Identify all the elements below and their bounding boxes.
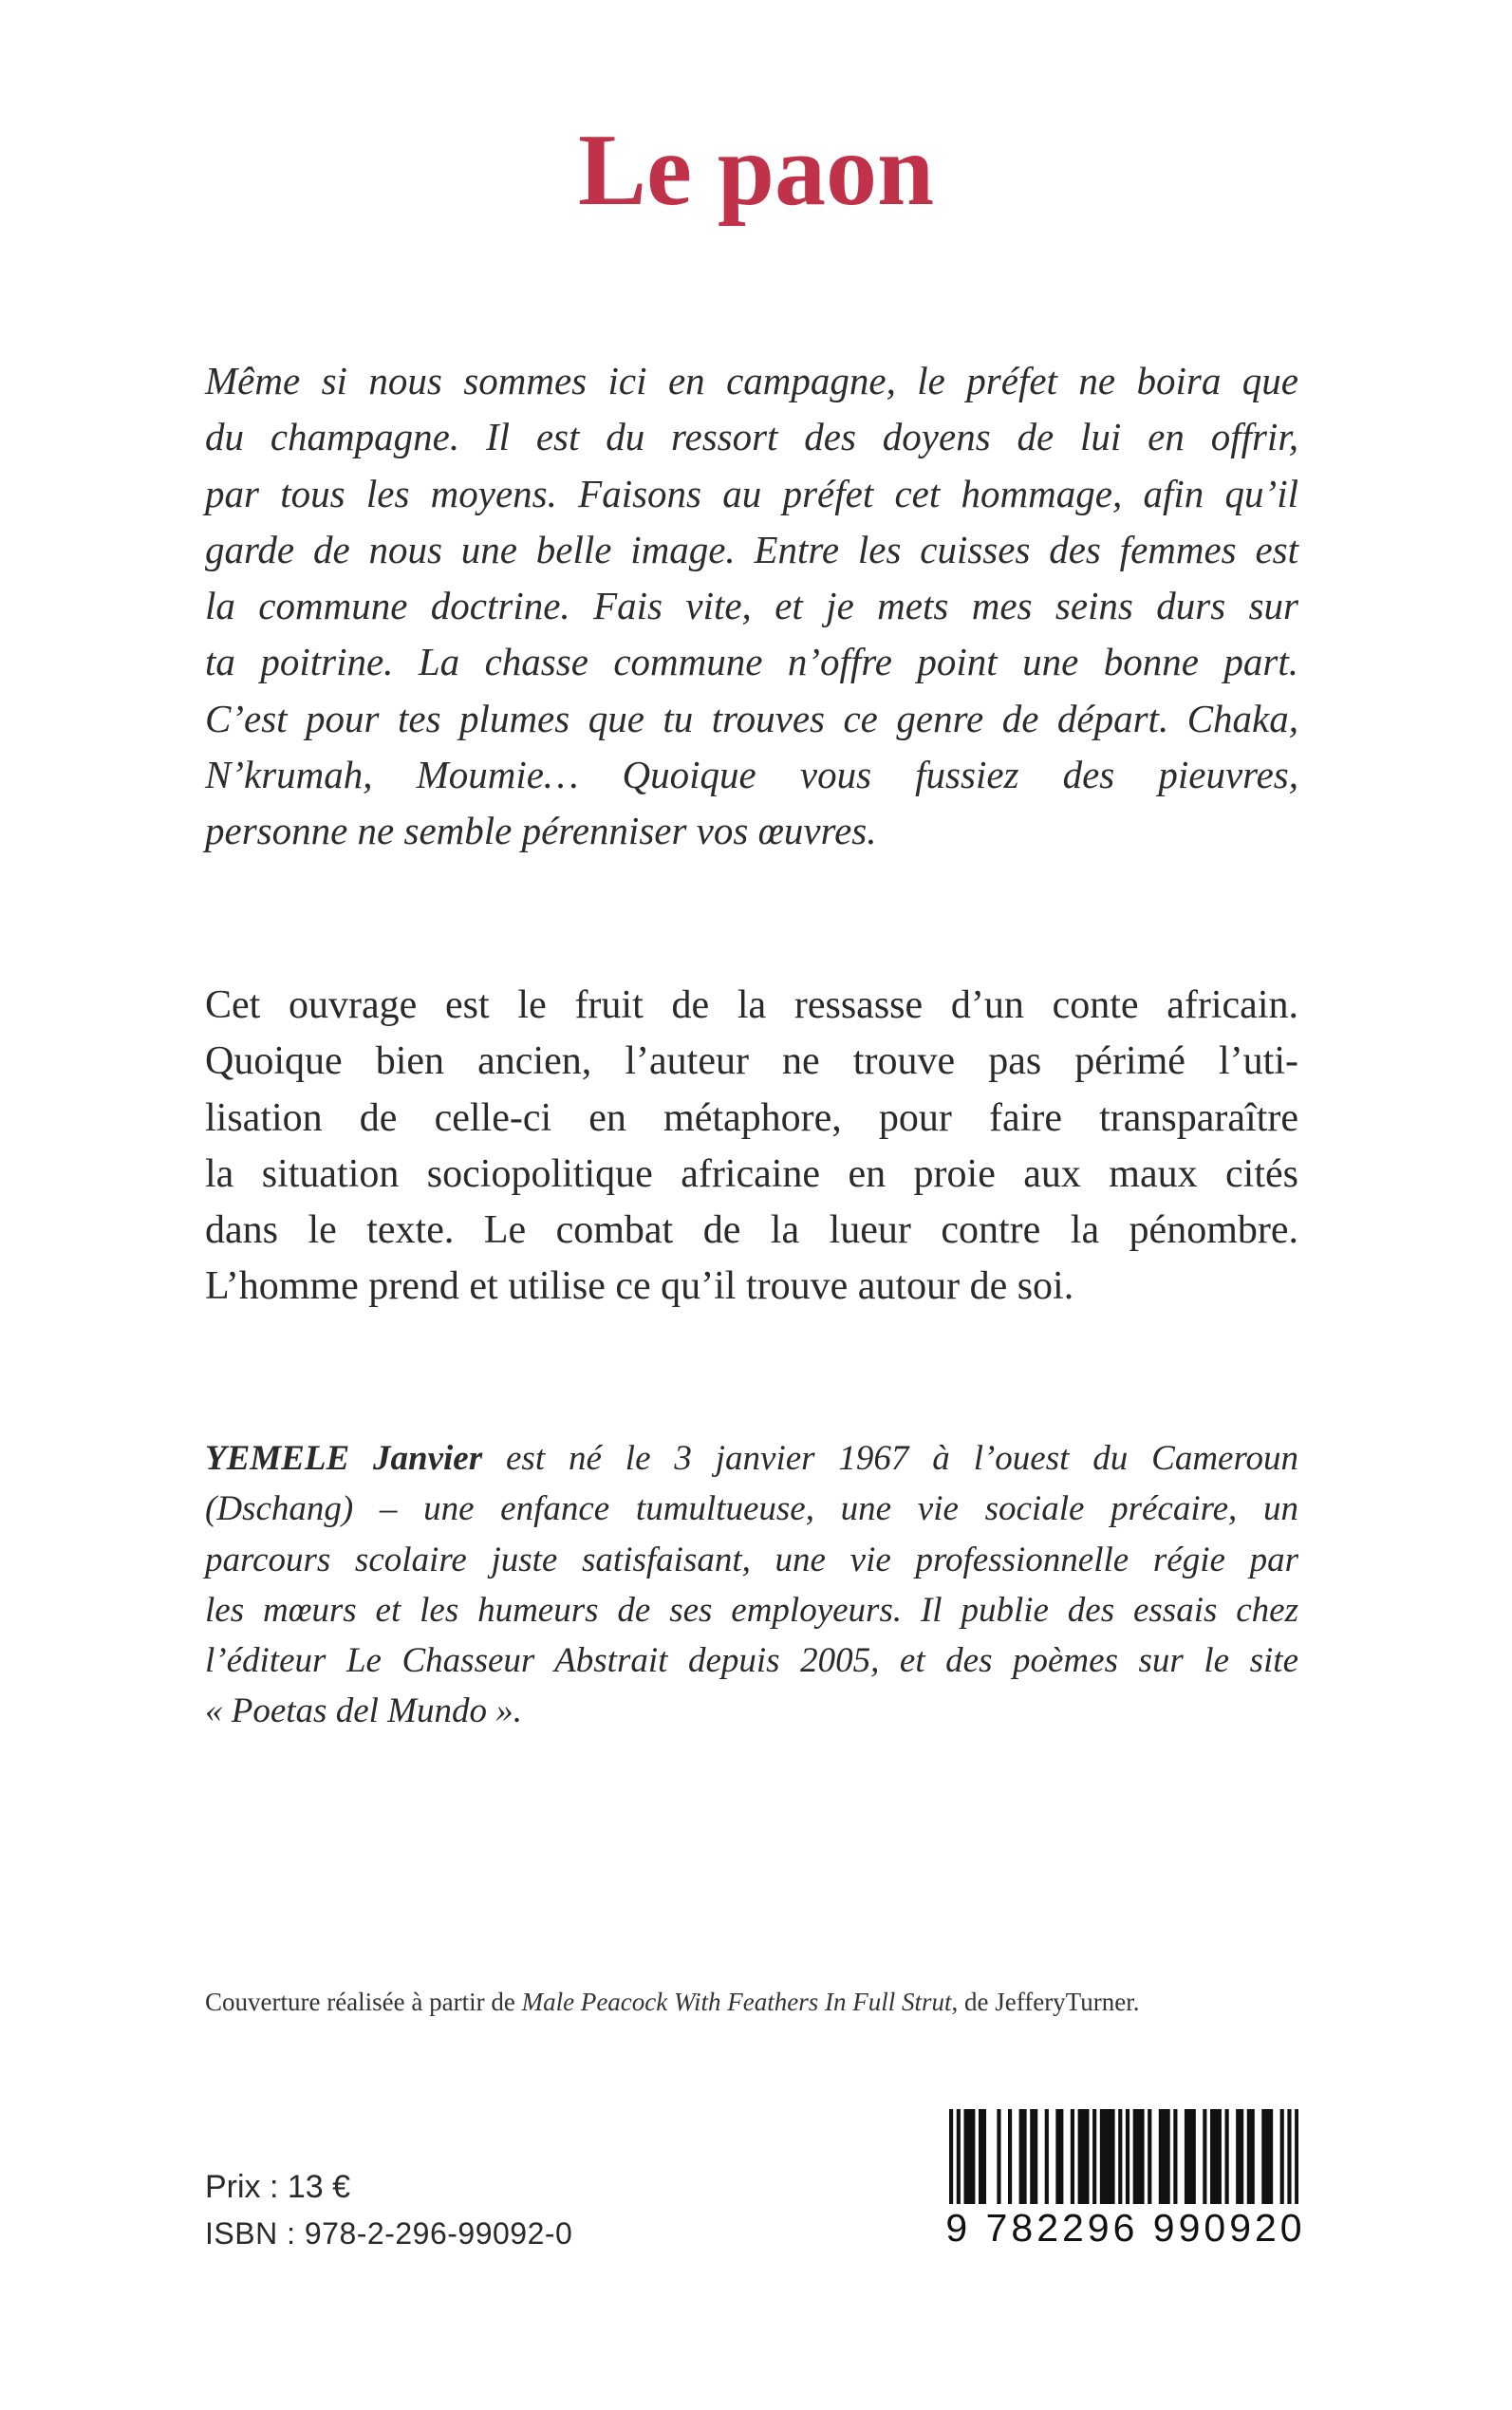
barcode-bar bbox=[1214, 2109, 1218, 2204]
barcode-bar bbox=[1148, 2109, 1151, 2204]
credit-work-title: Male Peacock With Feathers In Full Strut bbox=[521, 1988, 952, 2016]
barcode-bar bbox=[1192, 2109, 1196, 2204]
barcode-bar bbox=[1265, 2109, 1269, 2204]
bio-line: parcours scolaire juste satisfaisant, une vie professionnelle régie par bbox=[205, 1540, 1298, 1579]
barcode-bar bbox=[1118, 2109, 1122, 2204]
barcode-bar bbox=[1111, 2109, 1114, 2204]
barcode-bar bbox=[1019, 2109, 1023, 2204]
excerpt-line: garde de nous une belle image. Entre les cuisses des femmes est bbox=[205, 527, 1298, 571]
author-name: YEMELE Janvier bbox=[205, 1439, 483, 1478]
barcode-bar bbox=[1247, 2109, 1251, 2204]
summary-line: L’homme prend et utilise ce qu’il trouve autour de soi. bbox=[205, 1264, 1074, 1309]
barcode-bar bbox=[1280, 2109, 1284, 2204]
excerpt-line: par tous les moyens. Faisons au préfet cet hommage, afin qu’il bbox=[205, 471, 1298, 515]
barcode-bar bbox=[1159, 2109, 1163, 2204]
barcode-bar bbox=[1269, 2109, 1273, 2204]
summary-block bbox=[205, 978, 1298, 1316]
summary-line: lisation de celle-ci en métaphore, pour faire transparaître bbox=[205, 1095, 1298, 1140]
excerpt-block bbox=[205, 353, 1298, 860]
bio-line: l’éditeur Le Chasseur Abstrait depuis 2005, et des poèmes sur le site bbox=[205, 1641, 1298, 1681]
barcode-bar bbox=[1188, 2109, 1192, 2204]
barcode-bar bbox=[1055, 2109, 1059, 2204]
excerpt-line: du champagne. Il est du ressort des doyens de lui en offrir, bbox=[205, 415, 1298, 459]
barcode-bar bbox=[1236, 2109, 1240, 2204]
barcode-bar bbox=[1045, 2109, 1049, 2204]
barcode-bar bbox=[1295, 2109, 1298, 2204]
credit-suffix: , de JefferyTurner. bbox=[951, 1988, 1140, 2016]
barcode-bar bbox=[1081, 2109, 1085, 2204]
barcode-bar bbox=[1085, 2109, 1089, 2204]
barcode-bar bbox=[971, 2109, 975, 2204]
excerpt-line: personne ne semble pérenniser vos œuvres. bbox=[205, 809, 877, 853]
summary-line: dans le texte. Le combat de la lueur contre la pénombre. bbox=[205, 1208, 1298, 1253]
bio-line: les mœurs et les humeurs de ses employeurs. Il publie des essais chez bbox=[205, 1590, 1298, 1630]
barcode-bar bbox=[982, 2109, 986, 2204]
barcode-image bbox=[949, 2109, 1298, 2280]
barcode-bar bbox=[1030, 2109, 1034, 2204]
author-bio bbox=[205, 1433, 1298, 1737]
barcode-bar bbox=[1185, 2109, 1188, 2204]
barcode-bar bbox=[1225, 2109, 1229, 2204]
barcode-bar bbox=[1287, 2109, 1291, 2204]
barcode-bar bbox=[967, 2109, 971, 2204]
barcode-bar bbox=[1173, 2109, 1177, 2204]
book-title: Le paon bbox=[577, 114, 935, 227]
bio-line bbox=[205, 1433, 1298, 1484]
excerpt-line: la commune doctrine. Fais vite, et je mets mes seins durs sur bbox=[205, 584, 1298, 628]
barcode-bar bbox=[1126, 2109, 1129, 2204]
barcode-bar bbox=[1092, 2109, 1096, 2204]
barcode-bar bbox=[1137, 2109, 1141, 2204]
summary-line: la situation sociopolitique africaine en proie aux maux cités bbox=[205, 1151, 1298, 1196]
barcode-bars bbox=[949, 2109, 1298, 2204]
barcode-bar bbox=[1218, 2109, 1222, 2204]
barcode-bar bbox=[1008, 2109, 1012, 2204]
barcode-bar bbox=[1167, 2109, 1170, 2204]
barcode-bar bbox=[1210, 2109, 1214, 2204]
barcode-bar bbox=[1240, 2109, 1243, 2204]
barcode-bar bbox=[949, 2109, 953, 2204]
excerpt-line: Même si nous sommes ici en campagne, le préfet ne boira que bbox=[205, 359, 1298, 402]
barcode-bar bbox=[1133, 2109, 1137, 2204]
isbn-label: ISBN : 978-2-296-99092-0 bbox=[205, 2216, 573, 2251]
barcode-bar bbox=[979, 2109, 982, 2204]
barcode-bar bbox=[997, 2109, 1000, 2204]
summary-line: Cet ouvrage est le fruit de la ressasse d’un conte africain. bbox=[205, 983, 1298, 1027]
price-label: Prix : 13 € bbox=[205, 2169, 351, 2205]
excerpt-line: C’est pour tes plumes que tu trouves ce genre de départ. Chaka, bbox=[205, 696, 1298, 740]
cover-credit bbox=[205, 1985, 1139, 2019]
barcode-digits: 9 782296 990920 bbox=[945, 2206, 1306, 2250]
barcode-bar bbox=[1163, 2109, 1167, 2204]
barcode-bar bbox=[1108, 2109, 1111, 2204]
barcode-bar bbox=[1203, 2109, 1206, 2204]
excerpt-line: ta poitrine. La chasse commune n’offre point une bonne part. bbox=[205, 640, 1298, 684]
barcode-bar bbox=[1071, 2109, 1074, 2204]
bio-line: « Poetas del Mundo ». bbox=[205, 1691, 522, 1731]
barcode-bar bbox=[1078, 2109, 1082, 2204]
credit-prefix: Couverture réalisée à partir de bbox=[205, 1988, 522, 2016]
excerpt-line: N’krumah, Moumie… Quoique vous fussiez des pieuvres, bbox=[205, 753, 1298, 797]
bio-text: est né le 3 janvier 1967 à l’ouest du Cameroun bbox=[482, 1439, 1298, 1478]
barcode-bar bbox=[957, 2109, 961, 2204]
barcode-bar bbox=[1140, 2109, 1144, 2204]
barcode-bar bbox=[963, 2109, 967, 2204]
bio-line: (Dschang) – une enfance tumultueuse, une vie sociale précaire, un bbox=[205, 1489, 1298, 1529]
barcode-bar bbox=[1104, 2109, 1108, 2204]
barcode-bar bbox=[1261, 2109, 1265, 2204]
barcode-bar bbox=[1100, 2109, 1104, 2204]
summary-line: Quoique bien ancien, l’auteur ne trouve pas périmé l’uti- bbox=[205, 1039, 1298, 1084]
barcode-bar bbox=[1059, 2109, 1063, 2204]
barcode-bar bbox=[1022, 2109, 1026, 2204]
barcode-bar bbox=[1034, 2109, 1037, 2204]
barcode-bar bbox=[1251, 2109, 1255, 2204]
